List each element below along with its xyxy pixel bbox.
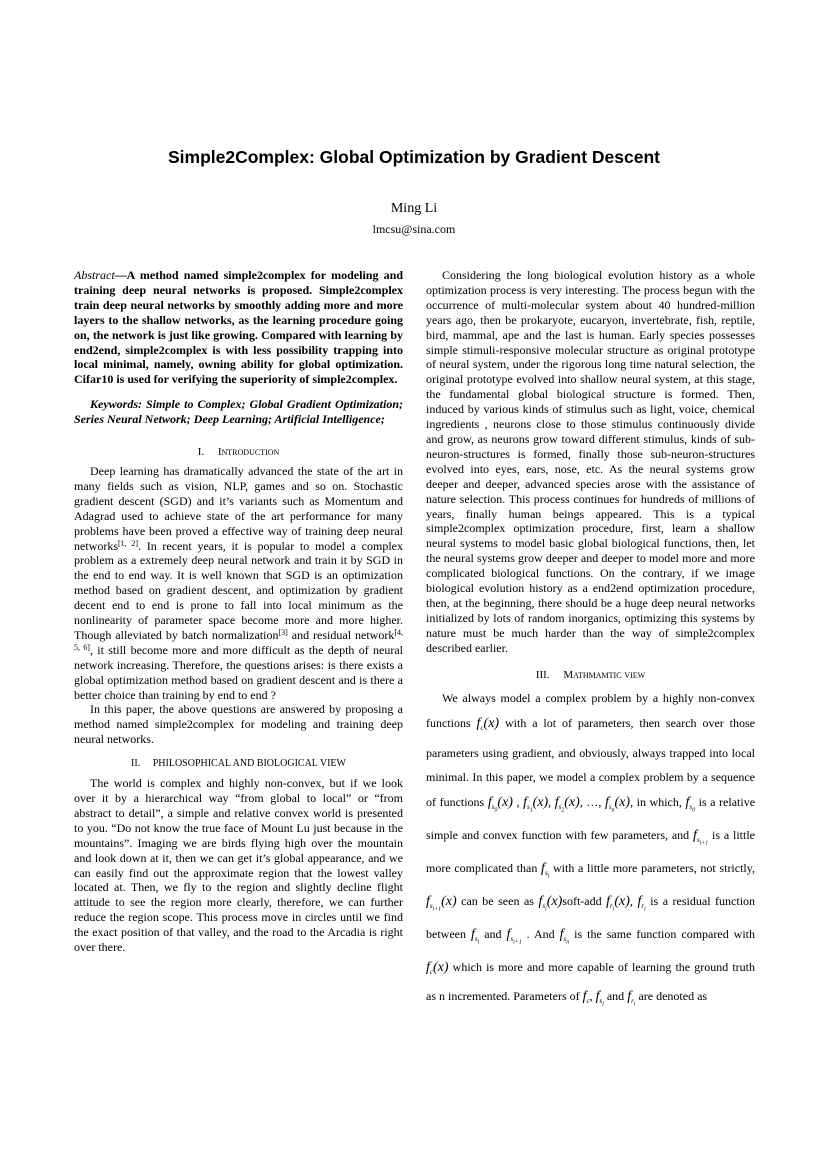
section-heading-mathematic	[426, 668, 755, 683]
biological-paragraph: Considering the long biological evolution history as a whole optimization process is very interesting. The process begun with the occurrence of multi-molecular system about 40 hundred-million years ago, then be prokaryote, eucaryon, invertebrate, fish, reptile, bird, mammal, ape and the last is human. Early species possesses simple stimuli-responsive molecular structure as original prototype of neural system, under the rigorous long time natural selection, the original prototype evolved into shallow neural system, at this stage, the fundamental global biological structure is formed. Then, induced by various kinds of stimulus such as light, voice, chemical ingredients , neurons close to those stimulus continuously divide and grow, as neurons grow toward different stimulus, kinds of sub-neuron-structures is formed, finally those sub-neuron-structures evolved into eyes, ears, nose, etc. As the neural systems grow deeper and deeper, advanced species arose with the assistance of nature selection. This process continues for hundreds of millions of years, finally human beings appeared. This is a typical simple2complex optimization procedure, first, learn a shallow neural systems to model basic global biological functions, then, let the neural systems grow deeper and deeper to model more and more complicated biological functions. On the contrary, if we image biological evolution history as a end2end optimization procedure, then, at the beginning, there should be a huge deep neural networks initialized by lots of random inorganics, optimizing this systems by nature must be much harder than the way of simple2complex described earlier.	[426, 268, 755, 655]
intro-paragraph-2: In this paper, the above questions are answered by proposing a method named simple2complex for modeling and training deep neural networks.	[74, 702, 403, 747]
formula: $f_c(x)$	[426, 959, 449, 976]
section-number: III.	[535, 668, 550, 681]
text-run: with a little more parameters, not strictly,	[549, 860, 755, 875]
text-run: And	[533, 926, 560, 941]
abstract-body: —A method named simple2complex for modeling and training deep neural networks is proposed. Simple2complex train deep neural networks by smoothly adding more and more layers to the shallow networks, as the learning procedure going on, the network is just like growing. Compared with learning by end2end, simple2complex is with less possibility trapping into local minimal, namely, owning ability for global optimization. Cifar10 is used for verifying the superiority of simple2complex.	[74, 268, 403, 387]
formula: $f_{s_0}(x)$	[487, 794, 513, 814]
intro-paragraph-1	[74, 464, 403, 703]
formula: $f_{s_{i+1}}(x)$	[426, 893, 457, 913]
text-run: ,	[629, 893, 638, 908]
section-number: I.	[197, 446, 205, 459]
section-heading-introduction	[74, 445, 403, 460]
formula: $f_{s_i}(x)$	[538, 893, 563, 913]
formula: $f_{s_i}$	[595, 989, 604, 1008]
text-run: are denoted as	[635, 989, 708, 1004]
paper-title: Simple2Complex: Global Optimization by Gradient Descent	[167, 147, 661, 167]
left-column	[74, 268, 403, 955]
section-title: Mathmamtic view	[563, 668, 646, 681]
text-run: and	[479, 926, 507, 941]
right-column	[426, 268, 755, 1017]
formula: $f_c(x)$	[476, 716, 500, 733]
text-run: is a relative simple and convex function with few parameters, and	[426, 794, 756, 842]
philosophical-paragraph: The world is complex and highly non-convex, but if we look over it by a hierarchical way “from global to local” or “from abstract to detail”, a simple and relative convex world is presented to you. “Do not know the true face of Mount Lu just because in the mountains”. Imaging we are birds flying high over the mountain and look down at it, then we can get it’s global appearance, and we can easily find out the approximate region that the lowest valley located at. Then, we fly to the region and slightly decline flight attitude to see the region more clearly, therefore, we can further reduce the region scope. This process move in circles until we find the exact position of that valley, and the road to the Arcadia is right over there.	[74, 776, 403, 955]
text-run: ,	[589, 989, 596, 1004]
section-heading-philosophical	[74, 757, 403, 772]
formula: $f_{s_n}(x)$	[604, 794, 631, 814]
text-run: soft-add	[562, 893, 607, 908]
text-run: and residual network	[287, 627, 395, 642]
text-run: is the same function compared with	[569, 926, 756, 941]
formula: $f_{r_i}(x)$	[606, 893, 630, 913]
formula: $f_{s_2}(x)$	[554, 794, 580, 814]
formula: $f_{s_{i+1}}$	[506, 926, 522, 946]
formula: $f_{s_0}$	[685, 794, 696, 814]
text-run: …,	[586, 794, 605, 809]
text-run: is a little more complicated than	[426, 827, 756, 875]
abstract	[74, 268, 403, 387]
text-run: which is more and more capable of learning the ground truth as n incremented. Parameters of	[426, 959, 755, 1004]
citation: [1, 2]	[118, 538, 139, 548]
text-run: with a lot of parameters, then search over those parameters using gradient, and obviously, always trapped into local minimal. In this paper, we model a complex problem by a sequence of functions	[426, 716, 755, 809]
text-run: and	[603, 989, 628, 1004]
math-paragraph: We always model a complex problem by a highly non-convex functions $f_c(x)$ with a lot of parameters, then search over those parameters using gradient, and obviously, always trapped into local minimal. In this paper, we model a complex problem by a sequence of functions $f_{s_0}(x)$ , $f_{s_1}(x)$, $f_{s_2}(x)$, …, $f_{s_n}(x)$, in which, $f_{s_0}$ is a relative simple and convex function with few parameters, and $f_{s_{i+1}}$ is a little more complicated than $f_{s_i}$ with a little more parameters, not strictly, $f_{s_{i+1}}(x)$ can be seen as $f_{s_i}(x)soft$-add $f_{r_i}(x)$, $f_{r_i}$ is a residual function between $f_{s_i}$ and $f_{s_{i+1}}$ . And $f_{s_n}$ is the same function compared with $f_c(x)$ which is more and more capable of learning the ground truth as n incremented. Parameters of $f_c$, $f_{s_i}$ and $f_{r_i}$ are denoted as	[426, 691, 756, 1008]
author-name: Ming Li	[390, 201, 438, 216]
text-run: Deep learning has dramatically advanced the state of the art in many fields such as vision, NLP, games and so on. Stochastic gradient descent (SGD) and it’s variants such as Momentum and Adagrad used to achieve state of the art performance for many problems have been proved a effective way of training deep neural networks	[74, 463, 403, 553]
formula: $f_{s_{i+1}}$	[693, 827, 709, 847]
keywords-body: Simple to Complex; Global Gradient Optimization; Series Neural Network; Deep Learning; Artificial Intelligence;	[74, 397, 403, 427]
keywords	[74, 397, 403, 427]
text-run: , in which,	[630, 794, 686, 809]
formula: $f_{s_n}$	[559, 926, 570, 946]
citation: [4, 5, 6]	[74, 627, 403, 652]
citation: [3]	[278, 627, 288, 637]
text-run: ,	[548, 794, 555, 809]
text-run: We always model a complex problem by a highly non-convex functions	[426, 691, 755, 731]
text-run: ,	[579, 794, 587, 809]
formula: $f_{r_i}$	[627, 989, 636, 1008]
abstract-lead: Abstract	[74, 268, 115, 282]
text-run: can be seen as	[456, 893, 539, 908]
section-title: PHILOSOPHICAL AND BIOLOGICAL VIEW	[152, 758, 346, 770]
text-run: is a residual function between	[426, 893, 756, 941]
author-email: lmcsu@sina.com	[372, 222, 456, 236]
section-number: II.	[131, 758, 141, 770]
text-run: , it still become more and more difficult as the depth of neural network increasing. Therefore, the questions arises: is there exists a global optimization method based on gradient descent and is there a better choice than training by end to end ?	[74, 642, 404, 702]
formula: $f_{r_i}$	[637, 893, 646, 913]
formula: $f_{s_i}$	[541, 860, 550, 880]
text-run: . In recent years, it is popular to model a complex problem as a extremely deep neural network and train it by SGD in the end to end way. It is well known that SGD is an optimization method based on gradient descent, and optimization by gradient decent end to end is prone to fall into local minimum as the nonlinearity of parameter space become more and more higher. Though alleviated by batch normalization	[74, 538, 403, 642]
keywords-lead: Keywords:	[90, 397, 142, 412]
formula: $f_c$	[582, 989, 590, 1006]
formula: $f_{s_i}$	[470, 926, 480, 946]
formula: $f_{s_1}(x)$	[523, 794, 549, 814]
section-title: Introduction	[217, 446, 280, 459]
